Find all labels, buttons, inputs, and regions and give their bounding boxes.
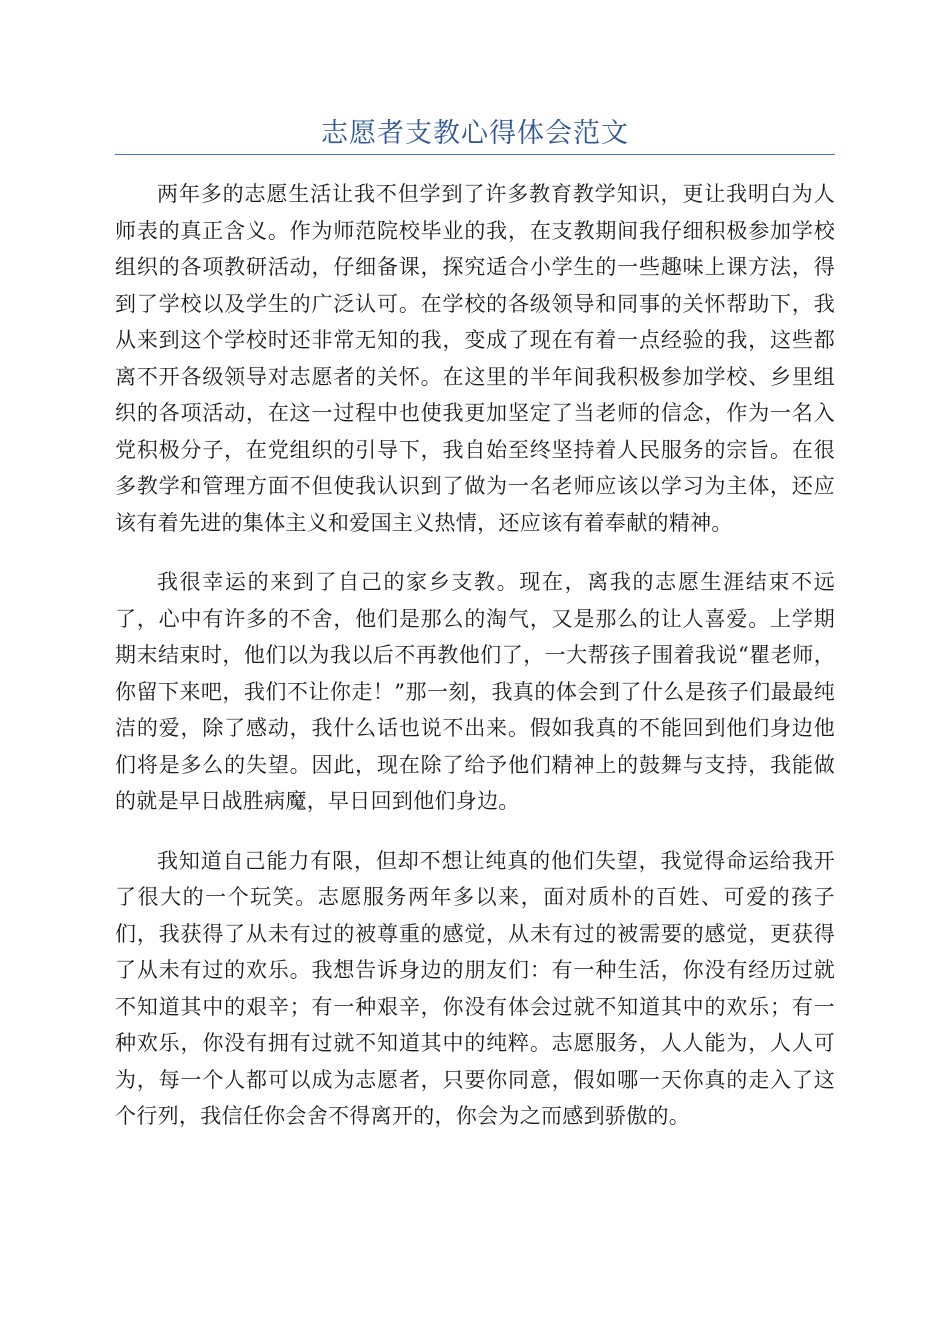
paragraph: 我很幸运的来到了自己的家乡支教。现在，离我的志愿生涯结束不远了，心中有许多的不舍，他们是那么的淘气，又是那么的让人喜爱。上学期期末结束时，他们以为我以后不再教他们了，一大帮孩子围着我说“瞿老师，你留下来吧，我们不让你走！”那一刻，我真的体会到了什么是孩子们最最纯洁的爱，除了感动，我什么话也说不出来。假如我真的不能回到他们身边他们将是多么的失望。因此，现在除了给予他们精神上的鼓舞与支持，我能做的就是早日战胜病魔，早日回到他们身边。 xyxy=(115,570,835,813)
paragraph: 我知道自己能力有限，但却不想让纯真的他们失望，我觉得命运给我开了很大的一个玩笑。志愿服务两年多以来，面对质朴的百姓、可爱的孩子们，我获得了从未有过的被尊重的感觉，从未有过的被需要的感觉，更获得了从未有过的欢乐。我想告诉身边的朋友们：有一种生活，你没有经历过就不知道其中的艰辛；有一种艰辛，你没有体会过就不知道其中的欢乐；有一种欢乐，你没有拥有过就不知道其中的纯粹。志愿服务，人人能为，人人可为，每一个人都可以成为志愿者，只要你同意，假如哪一天你真的走入了这个行列，我信任你会舍不得离开的，你会为之而感到骄傲的。 xyxy=(115,848,835,1128)
paragraph: 两年多的志愿生活让我不但学到了许多教育教学知识，更让我明白为人师表的真正含义。作为师范院校毕业的我，在支教期间我仔细积极参加学校组织的各项教研活动，仔细备课，探究适合小学生的一些趣味上课方法，得到了学校以及学生的广泛认可。在学校的各级领导和同事的关怀帮助下，我从来到这个学校时还非常无知的我，变成了现在有着一点经验的我，这些都离不开各级领导对志愿者的关怀。在这里的半年间我积极参加学校、乡里组织的各项活动，在这一过程中也使我更加坚定了当老师的信念，作为一名入党积极分子，在党组织的引导下，我自始至终坚持着人民服务的宗旨。在很多教学和管理方面不但使我认识到了做为一名老师应该以学习为主体，还应该有着先进的集体主义和爱国主义热情，还应该有着奉献的精神。 xyxy=(115,182,835,535)
title-underline xyxy=(115,154,835,155)
document-title: 志愿者支教心得体会范文 xyxy=(321,118,629,149)
document-body xyxy=(115,176,835,1158)
